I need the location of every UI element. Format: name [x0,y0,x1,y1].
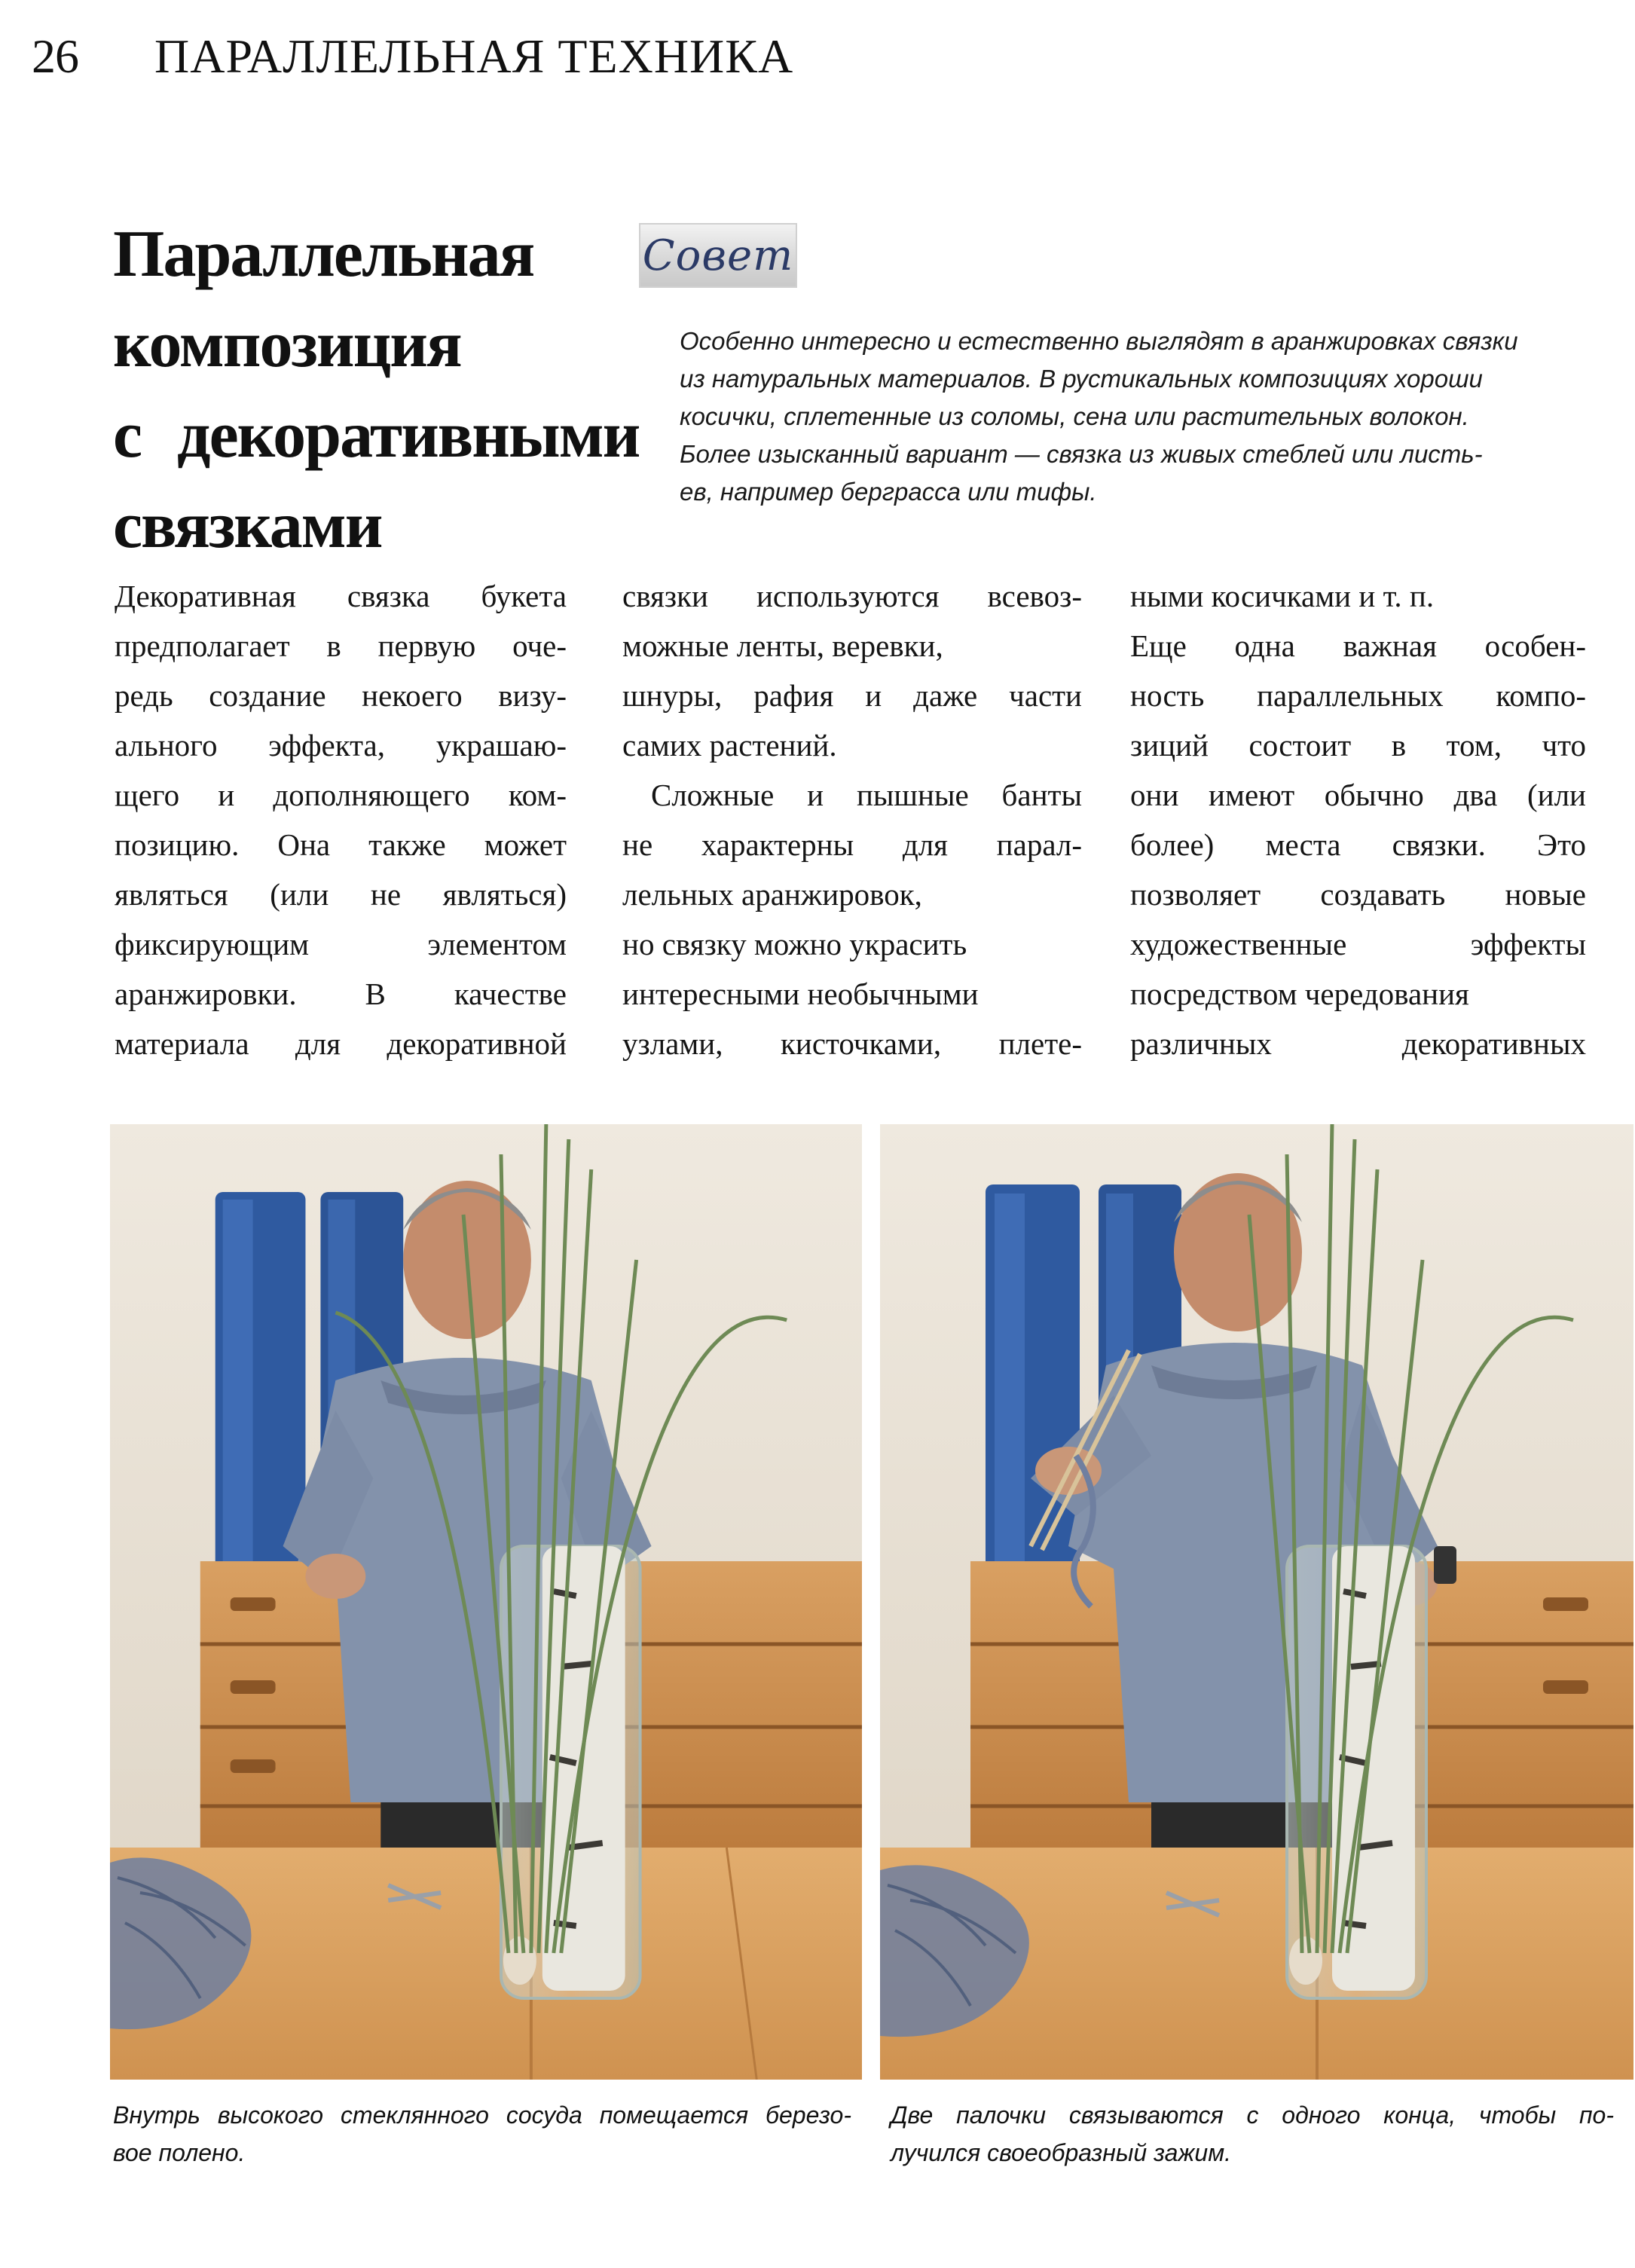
body-line: Сложные и пышные банты [651,778,1082,812]
body-line: лельных аранжировок, [622,877,922,912]
tip-text [680,322,1569,511]
body-line: предполагает в первую оче- [115,628,567,663]
tip-line: из натуральных материалов. В рустикальных композициях хороши [680,365,1483,393]
page-number: 26 [32,29,78,83]
body-line: зиций состоит в том, что [1130,728,1586,763]
body-line: не характерны для парал- [622,827,1082,862]
article-title [113,209,640,571]
photo-tying-sticks [880,1124,1633,2080]
caption-line: Две палочки связываются с одного конца, чтобы по- [891,2101,1614,2129]
running-section-title: ПАРАЛЛЕЛЬНАЯ ТЕХНИКА [154,29,794,83]
body-line: интересными необычными [622,977,979,1011]
body-line: редь создание некоего визу- [115,678,567,713]
tip-line: ев, например берграсса или тифы. [680,478,1097,506]
body-line: художественные эффекты [1130,927,1586,961]
body-line: различных декоративных [1130,1026,1586,1061]
body-line: ность параллельных компо- [1130,678,1586,713]
photo-caption-left [113,2096,851,2172]
body-line: ными косичками и т. п. [1130,579,1435,613]
article-title-line: композиция [113,308,461,381]
photo-vase-birch-log [110,1124,862,2080]
body-column-2 [622,571,1082,1068]
body-line: посредством чередования [1130,977,1469,1011]
body-line: Декоративная связка букета [115,579,567,613]
body-line: можные ленты, веревки, [622,628,943,663]
caption-line: Внутрь высокого стеклянного сосуда помещается березо- [113,2101,851,2129]
body-line: позволяет создавать новые [1130,877,1586,912]
body-line: позицию. Она также может [115,827,567,862]
tip-badge: Совет [639,223,797,288]
body-line: аранжировки. В качестве [115,977,567,1011]
body-column-3 [1130,571,1586,1068]
body-line: щего и дополняющего ком- [115,778,567,812]
body-line: но связку можно украсить [622,927,967,961]
caption-line: лучился своеобразный зажим. [891,2139,1232,2166]
body-line: они имеют обычно два (или [1130,778,1586,812]
body-line: узлами, кисточками, плете- [622,1026,1082,1061]
tip-line: косички, сплетенные из соломы, сена или растительных волокон. [680,402,1469,430]
body-column-1 [115,571,567,1068]
tip-line: Более изысканный вариант — связка из живых стеблей или листь- [680,440,1483,468]
article-title-line: Параллельная [113,218,534,291]
tip-line: Особенно интересно и естественно выглядят в аранжировках связки [680,327,1518,355]
body-line: фиксирующим элементом [115,927,567,961]
article-title-line: связками [113,489,382,562]
body-line: ального эффекта, украшаю- [115,728,567,763]
body-line: Еще одна важная особен- [1130,628,1586,663]
body-line: материала для декоративной [115,1026,567,1061]
body-line: шнуры, рафия и даже части [622,678,1082,713]
body-line: связки используются всевоз- [622,579,1082,613]
body-line: более) места связки. Это [1130,827,1586,862]
body-line: самих растений. [622,728,837,763]
caption-line: вое полено. [113,2139,246,2166]
body-line: являться (или не являться) [115,877,567,912]
photo-caption-right [891,2096,1614,2172]
article-title-line: с декоративными [113,399,640,472]
